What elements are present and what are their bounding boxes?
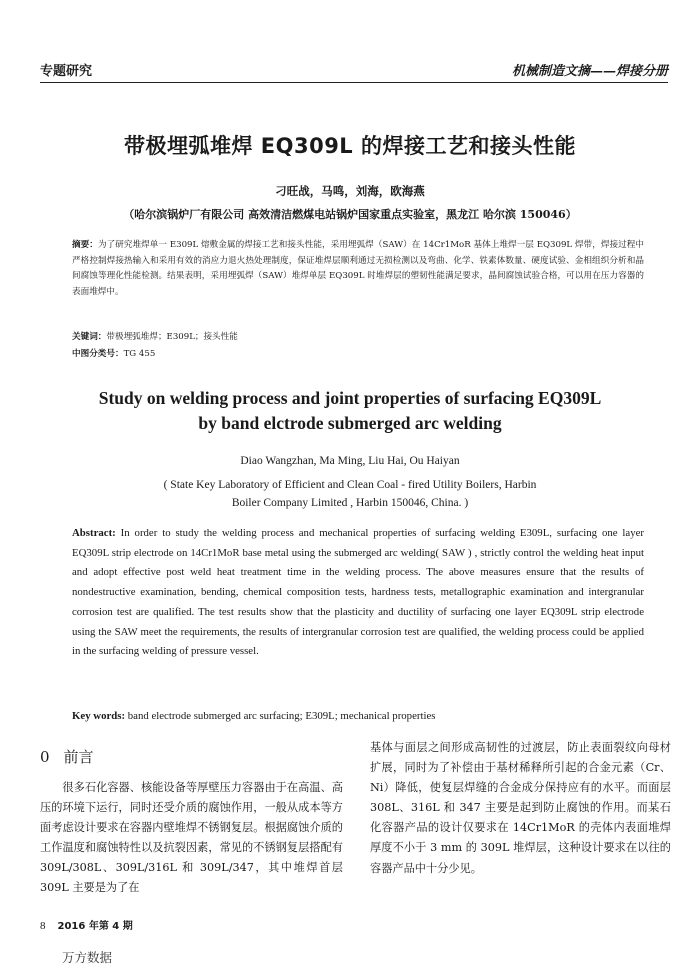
page-number: 8: [40, 920, 46, 932]
abstract-english: [72, 524, 644, 662]
page-footer: [40, 917, 133, 932]
affiliation-english-line-1: ( State Key Laboratory of Efficient and Clean Coal - fired Utility Boilers, Harbin: [163, 479, 537, 491]
header-journal-name: 机械制造文摘——焊接分册: [511, 64, 668, 79]
body-paragraph-left: 很多石化容器、核能设备等厚壁压力容器由于在高温、高压的环境下运行，同时还受介质的腐蚀作用，一般从成本等方面考虑设计要求在容器内壁堆焊不锈钢复层。根据腐蚀介质的工作温度和腐蚀特性以及抗裂因素，常见的不锈钢复层搭配有 309L/308L、309L/316L 和 309L/347，其中堆焊首层 309L 主要是为了在: [40, 781, 343, 895]
abstract-chinese-text: 为了研究堆焊单一 E309L 熔敷金属的焊接工艺和接头性能，采用埋弧焊（SAW）在 14Cr1MoR 基体上堆焊一层 EQ309L 焊带，焊接过程中严格控制焊接热输入和采用有效的消应力退火热处理制度，保证堆焊层顺利通过无损检测以及弯曲、化学、铁素体数量、硬度试验、金相组织分析和晶间腐蚀等理化性能检测。结果表明，采用埋弧焊（SAW）堆焊单层 EQ309L 时堆焊层的塑韧性能满足要求，晶间腐蚀试验合格，可以用在压力容器的表面堆焊中。: [72, 240, 644, 297]
section-heading: [40, 746, 343, 766]
body-column-left: [40, 746, 343, 899]
authors-chinese: 刁旺战，马鸣，刘海，欧海燕: [275, 184, 425, 198]
issue-info: 2016 年第 4 期: [57, 921, 133, 932]
classification-number: [72, 347, 644, 362]
keywords-chinese: [72, 330, 644, 345]
abstract-english-text: In order to study the welding process and mechanical properties of surfacing welding E309L, surfacing one layer EQ309L strip electrode on 14Cr1MoR base metal using the submerged arc welding( SAW ) , strictly control the welding heat input and adopt effective post weld heat treatment time in the welding process. The above measures ensure that the results of nondestructive examination, bending, chemical composition tests, hardness tests, metallographic examination and intergranular corrosion test are qualified. The test results show that the plasticity and ductility of surfacing one layer EQ309L strip electrode using the SAW meet the requirements, the results of intergranular corrosion test are qualified, the welding process could be applied in the surfacing welding of pressure vessel.: [72, 527, 644, 658]
header-column-name: 专题研究: [40, 64, 93, 79]
affiliation-english-line-2: Boiler Company Limited , Harbin 150046, China. ): [231, 497, 469, 509]
section-number: 0: [40, 748, 50, 766]
section-title: 前言: [63, 748, 94, 766]
keywords-chinese-text: 带极埋弧堆焊；E309L；接头性能: [106, 332, 238, 342]
classification-label: 中图分类号：: [72, 349, 124, 359]
running-header: [40, 60, 668, 83]
affiliation-chinese: （哈尔滨锅炉厂有限公司 高效清洁燃煤电站锅炉国家重点实验室，黑龙江 哈尔滨 150046）: [123, 208, 577, 221]
keywords-english-label: Key words:: [72, 710, 126, 722]
title-english-line-2: by band elctrode submerged arc welding: [198, 413, 502, 433]
keywords-english: [72, 710, 644, 722]
watermark-text: 万方数据: [62, 950, 113, 965]
keywords-english-text: band electrode submerged arc surfacing; E309L; mechanical properties: [125, 710, 436, 722]
abstract-chinese-label: 摘要：: [72, 240, 98, 250]
title-chinese: 带极埋弧堆焊 EQ309L 的焊接工艺和接头性能: [123, 134, 577, 158]
keywords-chinese-label: 关键词：: [72, 332, 107, 342]
body-paragraph-right: 基体与面层之间形成高韧性的过渡层，防止表面裂纹向母材扩展，同时为了补偿由于基材稀释所引起的合金元素（Cr、Ni）降低，使复层焊缝的合金成分保持应有的水平。而面层 308L、316L 和 347 主要是起到防止腐蚀的作用。而某石化容器产品的设计仅要求在 14Cr1MoR 的壳体内表面堆焊厚度不小于 3 mm 的 309L 堆焊层，这种设计要求在以往的容器产品中十分少见。: [370, 741, 671, 875]
classification-text: TG 455: [123, 349, 156, 359]
title-english: [0, 386, 700, 436]
authors-english: Diao Wangzhan, Ma Ming, Liu Hai, Ou Haiyan: [240, 455, 460, 467]
affiliation-english: [0, 476, 700, 512]
abstract-chinese: [72, 238, 644, 300]
abstract-english-label: Abstract:: [72, 527, 116, 539]
title-english-line-1: Study on welding process and joint properties of surfacing EQ309L: [98, 388, 602, 408]
body-column-right: [370, 738, 671, 879]
